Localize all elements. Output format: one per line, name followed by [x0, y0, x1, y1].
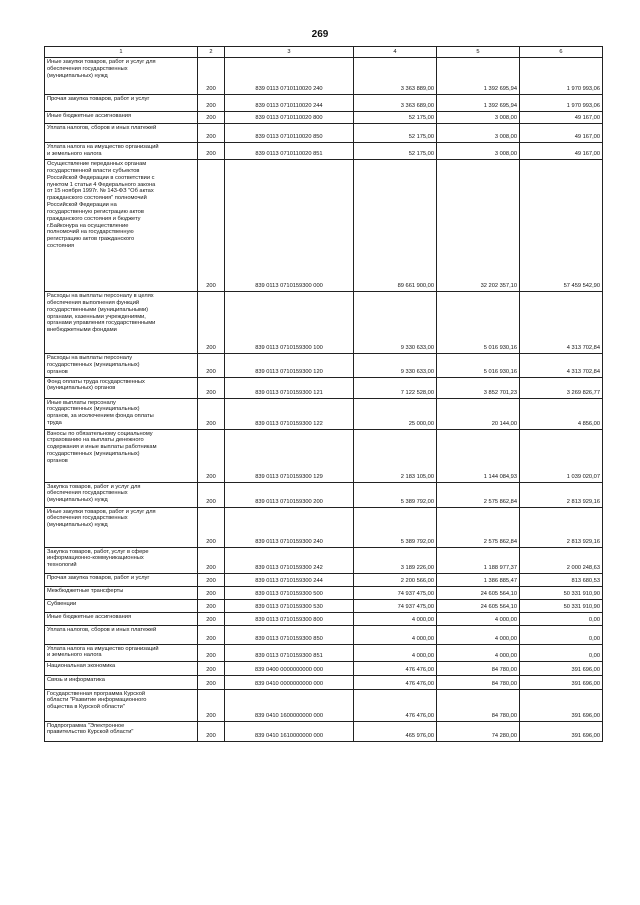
row-value-col4: 5 389 792,00: [354, 507, 437, 547]
table-row: [45, 586, 603, 599]
row-value-col4: 4 000,00: [354, 625, 437, 644]
row-name: Закупка товаров, работ и услуг для обеспечения государственных (муниципальных) нужд: [45, 482, 198, 507]
row-value-col5: 2 575 862,84: [437, 507, 520, 547]
table-row: [45, 507, 603, 547]
row-value-col6: 49 167,00: [520, 112, 603, 124]
row-grbs-code: 200: [198, 95, 225, 112]
row-value-col4: 476 476,00: [354, 661, 437, 675]
row-value-col6: 391 696,00: [520, 689, 603, 721]
row-name: Осуществление переданных органам государственной власти субъектов Российской Федерации в соответствии с пунктом 1 статьи 4 Федерального закона от 15 ноября 1997г. № 143-ФЗ "Об актах гражданского состояния" полномочий Российской Федерации на государственную регистрацию актов гражданского состояния и бюджету г.Байконура на осуществление полномочий на государственную регистрацию актов гражданского состояния: [45, 160, 198, 292]
row-value-col4: 5 389 792,00: [354, 482, 437, 507]
budget-table: [44, 46, 603, 742]
row-budget-code: 839 0113 0710159300 240: [225, 507, 354, 547]
row-value-col4: 74 937 475,00: [354, 599, 437, 612]
row-value-col4: 52 175,00: [354, 124, 437, 143]
column-header: 2: [198, 47, 225, 58]
row-budget-code: 839 0113 0710159300 100: [225, 292, 354, 354]
row-value-col5: 5 016 930,16: [437, 354, 520, 378]
row-value-col6: 391 696,00: [520, 721, 603, 741]
row-value-col4: 2 183 105,00: [354, 429, 437, 482]
row-value-col5: 3 008,00: [437, 112, 520, 124]
row-grbs-code: 200: [198, 398, 225, 429]
row-name: Прочая закупка товаров, работ и услуг: [45, 573, 198, 586]
row-name: Иные бюджетные ассигнования: [45, 612, 198, 625]
table-row: [45, 112, 603, 124]
row-value-col6: 49 167,00: [520, 124, 603, 143]
row-grbs-code: 200: [198, 661, 225, 675]
table-row: [45, 547, 603, 573]
row-value-col4: 3 363 889,00: [354, 58, 437, 95]
table-row: [45, 429, 603, 482]
column-header: 3: [225, 47, 354, 58]
row-value-col4: 465 976,00: [354, 721, 437, 741]
row-budget-code: 839 0113 0710159300 120: [225, 354, 354, 378]
row-value-col6: 391 696,00: [520, 675, 603, 689]
row-value-col6: 2 813 929,16: [520, 482, 603, 507]
page-number: 269: [311, 29, 329, 40]
table-row: [45, 644, 603, 661]
row-value-col6: 0,00: [520, 625, 603, 644]
row-grbs-code: 200: [198, 429, 225, 482]
row-budget-code: 839 0113 0710110020 851: [225, 143, 354, 160]
row-value-col5: 4 000,00: [437, 644, 520, 661]
row-value-col4: 3 363 689,00: [354, 95, 437, 112]
row-value-col5: 84 780,00: [437, 675, 520, 689]
row-value-col5: 3 008,00: [437, 143, 520, 160]
row-value-col6: 50 331 910,90: [520, 586, 603, 599]
row-grbs-code: 200: [198, 112, 225, 124]
row-budget-code: 839 0113 0710159300 000: [225, 160, 354, 292]
row-budget-code: 839 0400 0000000000 000: [225, 661, 354, 675]
table-row: [45, 160, 603, 292]
row-grbs-code: 200: [198, 689, 225, 721]
row-value-col6: 0,00: [520, 644, 603, 661]
row-budget-code: 839 0113 0710159300 200: [225, 482, 354, 507]
row-name: Взносы по обязательному социальному страхованию на выплаты денежного содержания и иные выплаты работникам государственных (муниципальных) органов: [45, 429, 198, 482]
row-budget-code: 839 0410 0000000000 000: [225, 675, 354, 689]
row-grbs-code: 200: [198, 377, 225, 398]
row-value-col6: 4 856,00: [520, 398, 603, 429]
row-name: Закупка товаров, работ, услуг в сфере информационно-коммуникационных технологий: [45, 547, 198, 573]
row-budget-code: 839 0410 1610000000 000: [225, 721, 354, 741]
table-row: [45, 143, 603, 160]
row-value-col4: 7 122 528,00: [354, 377, 437, 398]
row-grbs-code: 200: [198, 507, 225, 547]
table-row: [45, 354, 603, 378]
row-value-col5: 74 280,00: [437, 721, 520, 741]
table-row: [45, 95, 603, 112]
table-row: [45, 612, 603, 625]
row-grbs-code: 200: [198, 354, 225, 378]
table-row: [45, 124, 603, 143]
row-name: Связь и информатика: [45, 675, 198, 689]
row-budget-code: 839 0113 0710159300 500: [225, 586, 354, 599]
row-value-col4: 476 476,00: [354, 675, 437, 689]
row-name: Уплата налогов, сборов и иных платежей: [45, 124, 198, 143]
row-name: Прочая закупка товаров, работ и услуг: [45, 95, 198, 112]
row-value-col5: 24 605 564,10: [437, 586, 520, 599]
row-value-col4: 2 200 566,00: [354, 573, 437, 586]
row-value-col5: 1 386 885,47: [437, 573, 520, 586]
row-name: Межбюджетные трансферты: [45, 586, 198, 599]
row-grbs-code: 200: [198, 644, 225, 661]
row-value-col5: 84 780,00: [437, 689, 520, 721]
row-value-col5: 4 000,00: [437, 625, 520, 644]
row-name: Уплата налога на имущество организаций и земельного налога: [45, 143, 198, 160]
row-value-col5: 1 144 084,93: [437, 429, 520, 482]
row-name: Уплата налогов, сборов и иных платежей: [45, 625, 198, 644]
row-value-col4: 74 937 475,00: [354, 586, 437, 599]
row-budget-code: 839 0113 0710159300 121: [225, 377, 354, 398]
table-row: [45, 661, 603, 675]
row-value-col4: 52 175,00: [354, 112, 437, 124]
row-grbs-code: 200: [198, 547, 225, 573]
row-value-col6: 4 313 702,84: [520, 354, 603, 378]
row-budget-code: 839 0113 0710159300 530: [225, 599, 354, 612]
row-name: Иные закупки товаров, работ и услуг для обеспечения государственных (муниципальных) нужд: [45, 507, 198, 547]
row-value-col5: 3 008,00: [437, 124, 520, 143]
row-budget-code: 839 0113 0710159300 851: [225, 644, 354, 661]
row-value-col4: 9 330 633,00: [354, 292, 437, 354]
row-name: Подпрограмма "Электронное правительство Курской области": [45, 721, 198, 741]
row-budget-code: 839 0410 1600000000 000: [225, 689, 354, 721]
row-value-col5: 84 780,00: [437, 661, 520, 675]
row-value-col6: 1 970 993,06: [520, 58, 603, 95]
row-value-col6: 1 970 993,06: [520, 95, 603, 112]
column-header: 1: [45, 47, 198, 58]
row-value-col6: 2 000 248,63: [520, 547, 603, 573]
row-name: Уплата налога на имущество организаций и земельного налога: [45, 644, 198, 661]
row-name: Национальная экономика: [45, 661, 198, 675]
row-budget-code: 839 0113 0710159300 129: [225, 429, 354, 482]
row-value-col6: 813 680,53: [520, 573, 603, 586]
header-row: [45, 47, 603, 58]
row-value-col5: 1 392 695,94: [437, 95, 520, 112]
row-grbs-code: 200: [198, 124, 225, 143]
row-value-col6: 4 313 702,84: [520, 292, 603, 354]
row-grbs-code: 200: [198, 625, 225, 644]
table-row: [45, 58, 603, 95]
row-grbs-code: 200: [198, 586, 225, 599]
row-budget-code: 839 0113 0710110020 800: [225, 112, 354, 124]
table-row: [45, 573, 603, 586]
row-name: Расходы на выплаты персоналу государственных (муниципальных) органов: [45, 354, 198, 378]
row-grbs-code: 200: [198, 573, 225, 586]
table-row: [45, 398, 603, 429]
row-grbs-code: 200: [198, 599, 225, 612]
row-value-col5: 2 575 862,84: [437, 482, 520, 507]
row-budget-code: 839 0113 0710159300 242: [225, 547, 354, 573]
column-header: 6: [520, 47, 603, 58]
row-value-col4: 4 000,00: [354, 612, 437, 625]
row-name: Иные выплаты персоналу государственных (муниципальных) органов, за исключением фонда оплаты труда: [45, 398, 198, 429]
row-budget-code: 839 0113 0710159300 244: [225, 573, 354, 586]
table-row: [45, 599, 603, 612]
row-value-col4: 25 000,00: [354, 398, 437, 429]
row-grbs-code: 200: [198, 58, 225, 95]
row-name: Государственная программа Курской области "Развитие информационного общества в Курской области": [45, 689, 198, 721]
row-grbs-code: 200: [198, 721, 225, 741]
row-value-col5: 5 016 930,16: [437, 292, 520, 354]
row-value-col5: 1 188 977,37: [437, 547, 520, 573]
row-name: Фонд оплаты труда государственных (муниципальных) органов: [45, 377, 198, 398]
row-value-col5: 1 392 695,94: [437, 58, 520, 95]
row-value-col4: 3 189 226,00: [354, 547, 437, 573]
row-value-col6: 3 269 826,77: [520, 377, 603, 398]
row-value-col4: 89 661 900,00: [354, 160, 437, 292]
row-budget-code: 839 0113 0710110020 240: [225, 58, 354, 95]
table-row: [45, 689, 603, 721]
table-row: [45, 482, 603, 507]
table-row: [45, 625, 603, 644]
row-name: Расходы на выплаты персоналу в целях обеспечения выполнения функций государственными (муниципальными) органами, казенными учреждениями, органами управления государственными внебюджетными фондами: [45, 292, 198, 354]
row-budget-code: 839 0113 0710159300 122: [225, 398, 354, 429]
row-grbs-code: 200: [198, 160, 225, 292]
row-value-col5: 20 144,00: [437, 398, 520, 429]
table-row: [45, 721, 603, 741]
row-value-col6: 49 167,00: [520, 143, 603, 160]
row-value-col6: 0,00: [520, 612, 603, 625]
row-budget-code: 839 0113 0710159300 800: [225, 612, 354, 625]
column-header: 4: [354, 47, 437, 58]
row-value-col5: 4 000,00: [437, 612, 520, 625]
row-value-col5: 24 605 564,10: [437, 599, 520, 612]
row-value-col6: 50 331 910,90: [520, 599, 603, 612]
row-value-col4: 4 000,00: [354, 644, 437, 661]
row-value-col4: 476 476,00: [354, 689, 437, 721]
table-row: [45, 292, 603, 354]
row-budget-code: 839 0113 0710159300 850: [225, 625, 354, 644]
row-name: Субвенции: [45, 599, 198, 612]
row-budget-code: 839 0113 0710110020 244: [225, 95, 354, 112]
row-value-col6: 57 459 542,90: [520, 160, 603, 292]
row-name: Иные бюджетные ассигнования: [45, 112, 198, 124]
row-name: Иные закупки товаров, работ и услуг для обеспечения государственных (муниципальных) нужд: [45, 58, 198, 95]
row-grbs-code: 200: [198, 143, 225, 160]
row-value-col4: 9 330 633,00: [354, 354, 437, 378]
row-value-col4: 52 175,00: [354, 143, 437, 160]
table-row: [45, 675, 603, 689]
row-value-col5: 3 852 701,23: [437, 377, 520, 398]
row-value-col6: 1 039 020,07: [520, 429, 603, 482]
row-grbs-code: 200: [198, 612, 225, 625]
row-grbs-code: 200: [198, 292, 225, 354]
table-row: [45, 377, 603, 398]
row-grbs-code: 200: [198, 675, 225, 689]
row-value-col6: 2 813 929,16: [520, 507, 603, 547]
row-value-col5: 32 202 357,10: [437, 160, 520, 292]
row-value-col6: 391 696,00: [520, 661, 603, 675]
row-grbs-code: 200: [198, 482, 225, 507]
row-budget-code: 839 0113 0710110020 850: [225, 124, 354, 143]
column-header: 5: [437, 47, 520, 58]
